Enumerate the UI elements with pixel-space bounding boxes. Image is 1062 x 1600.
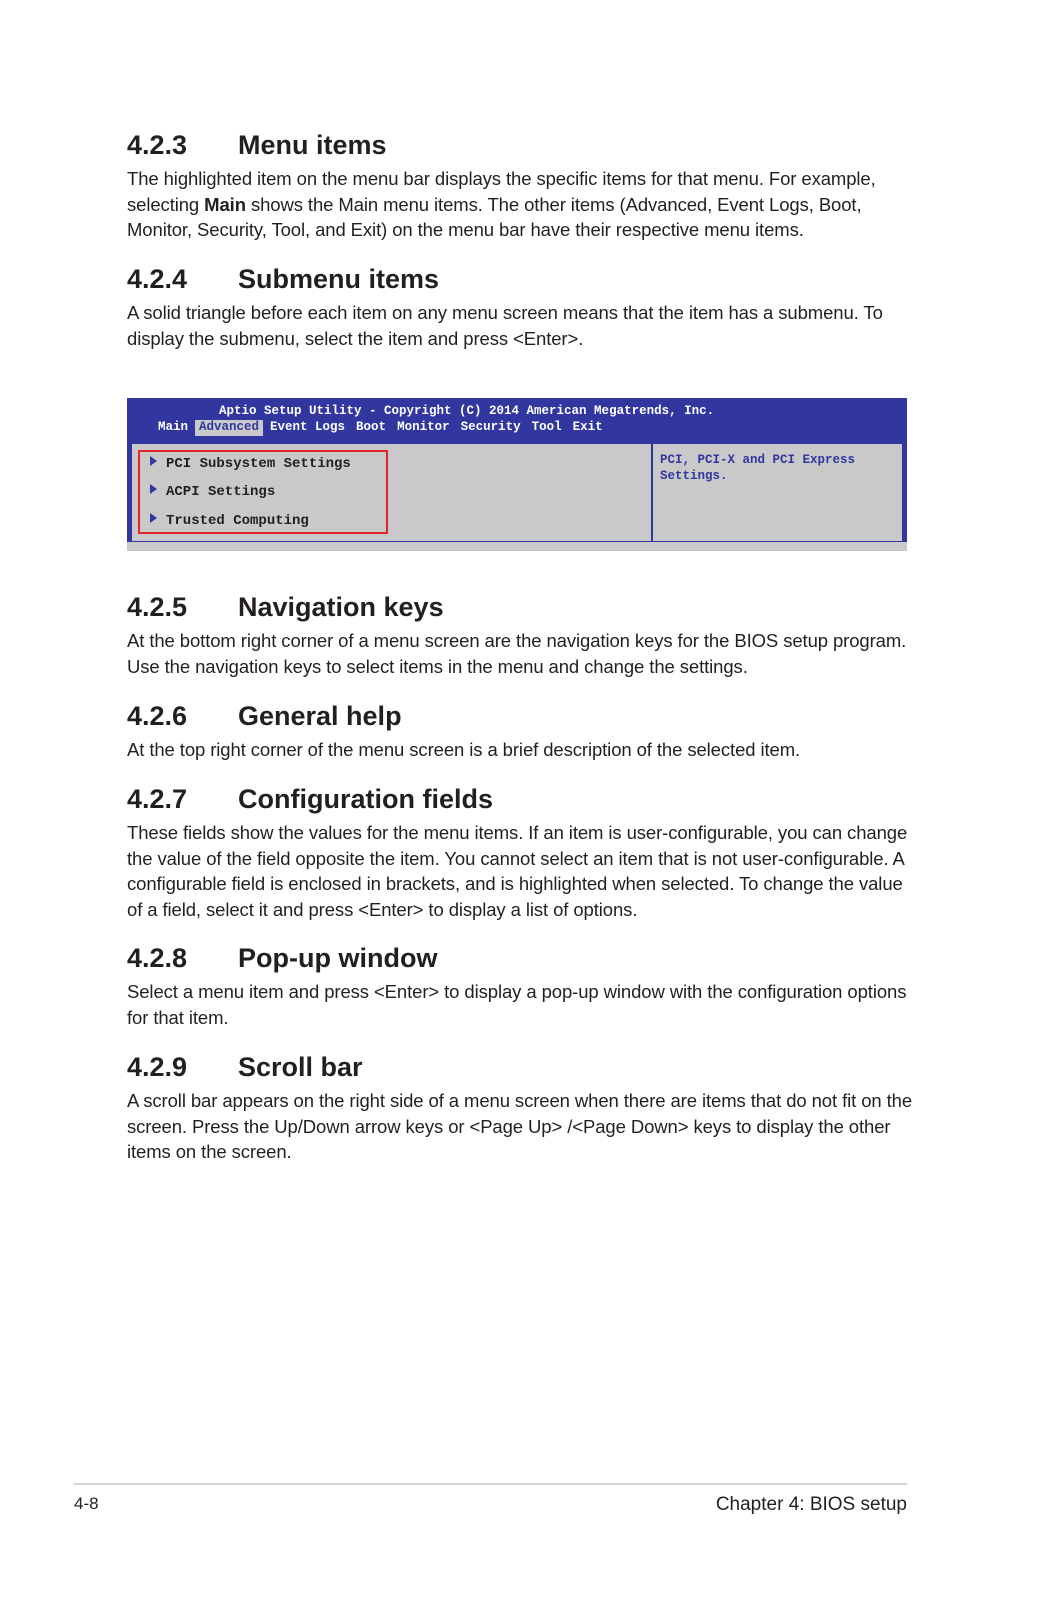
section-number: 4.2.6 <box>127 701 188 731</box>
bios-submenu-highlight-box <box>138 450 388 534</box>
section-heading <box>127 1052 917 1088</box>
chapter-title: Chapter 4: BIOS setup <box>715 1494 907 1515</box>
section-heading <box>127 264 917 300</box>
section-general-help <box>127 701 917 763</box>
section-heading <box>127 943 917 979</box>
section-title: Submenu items <box>238 264 440 294</box>
bios-tab-advanced[interactable]: Advanced <box>195 420 263 436</box>
section-body: A solid triangle before each item on any menu screen means that the item has a submenu. To display the submenu, select the item and press <Enter>. <box>127 302 883 349</box>
bios-submenu-item-pci[interactable] <box>150 454 351 474</box>
bios-title: Aptio Setup Utility - Copyright (C) 2014 American Megatrends, Inc. <box>219 404 715 418</box>
section-title: General help <box>238 701 402 731</box>
text-run: The highlighted item on the menu bar displays the specific items for that menu. For example, selecting <box>127 168 876 215</box>
section-title: Configuration fields <box>238 784 493 814</box>
section-number: 4.2.7 <box>127 784 188 814</box>
section-body <box>127 166 917 243</box>
bios-submenu-item-acpi[interactable] <box>150 482 275 502</box>
bold-text: Main <box>204 193 246 215</box>
section-heading <box>127 701 917 737</box>
bios-submenu-item-trusted-computing[interactable] <box>150 511 309 531</box>
bios-tab-event-logs[interactable]: Event Logs <box>270 420 346 434</box>
section-submenu-items <box>127 264 917 351</box>
bios-screenshot <box>127 398 907 551</box>
section-title: Menu items <box>238 130 387 160</box>
section-title: Pop-up window <box>238 943 438 973</box>
bios-header <box>127 398 907 436</box>
text-run: shows the Main menu items. The other items (Advanced, Event Logs, Boot, Monitor, Security, Tool, and Exit) on the menu bar have their respective menu items. <box>127 193 862 240</box>
bios-tab-monitor[interactable]: Monitor <box>397 420 450 434</box>
submenu-triangle-icon <box>150 484 157 494</box>
section-number: 4.2.4 <box>127 264 188 294</box>
section-title: Scroll bar <box>238 1052 363 1082</box>
submenu-triangle-icon <box>150 513 157 523</box>
section-navigation-keys <box>127 592 917 679</box>
section-body: These fields show the values for the menu items. If an item is user-configurable, you can change the value of the field opposite the item. You cannot select an item that is not user-configurable. A configurable field is enclosed in brackets, and is highlighted when selected. To change the value of a field, select it and press <Enter> to display a list of options. <box>127 822 908 920</box>
bios-tab-main[interactable]: Main <box>158 420 189 434</box>
section-menu-items <box>127 130 917 243</box>
section-heading <box>127 130 917 166</box>
footer-rule <box>74 1483 907 1485</box>
bios-help-text: PCI, PCI-X and PCI Express Settings. <box>660 453 856 483</box>
bios-tab-boot[interactable]: Boot <box>356 420 387 434</box>
section-heading <box>127 784 917 820</box>
bios-menu-bar <box>154 420 610 436</box>
section-title: Navigation keys <box>238 592 444 622</box>
section-body: At the bottom right corner of a menu screen are the navigation keys for the BIOS setup program. Use the navigation keys to select items in the menu and change the settings. <box>127 630 907 677</box>
bios-panel-divider <box>651 444 653 541</box>
section-heading <box>127 592 917 628</box>
bios-item-label: PCI Subsystem Settings <box>166 456 351 472</box>
bios-bottom-strip <box>127 542 907 551</box>
section-scroll-bar <box>127 1052 917 1165</box>
section-configuration-fields <box>127 784 917 922</box>
section-body: Select a menu item and press <Enter> to display a pop-up window with the configuration options for that item. <box>127 981 907 1028</box>
bios-tab-exit[interactable]: Exit <box>572 420 603 434</box>
bios-content-panel <box>131 443 903 542</box>
section-number: 4.2.9 <box>127 1052 188 1082</box>
bios-item-label: ACPI Settings <box>166 484 276 500</box>
bios-tab-tool[interactable]: Tool <box>531 420 562 434</box>
submenu-triangle-icon <box>150 456 157 466</box>
section-popup-window <box>127 943 917 1030</box>
section-number: 4.2.3 <box>127 130 188 160</box>
page-number: 4-8 <box>74 1494 99 1513</box>
bios-tab-security[interactable]: Security <box>460 420 521 434</box>
section-body: A scroll bar appears on the right side of a menu screen when there are items that do not fit on the screen. Press the Up/Down arrow keys or <Page Up> /<Page Down> keys to display the other items on the screen. <box>127 1090 913 1162</box>
section-number: 4.2.5 <box>127 592 188 622</box>
section-body: At the top right corner of the menu screen is a brief description of the selected item. <box>127 739 801 760</box>
section-number: 4.2.8 <box>127 943 188 973</box>
bios-item-label: Trusted Computing <box>166 513 309 529</box>
